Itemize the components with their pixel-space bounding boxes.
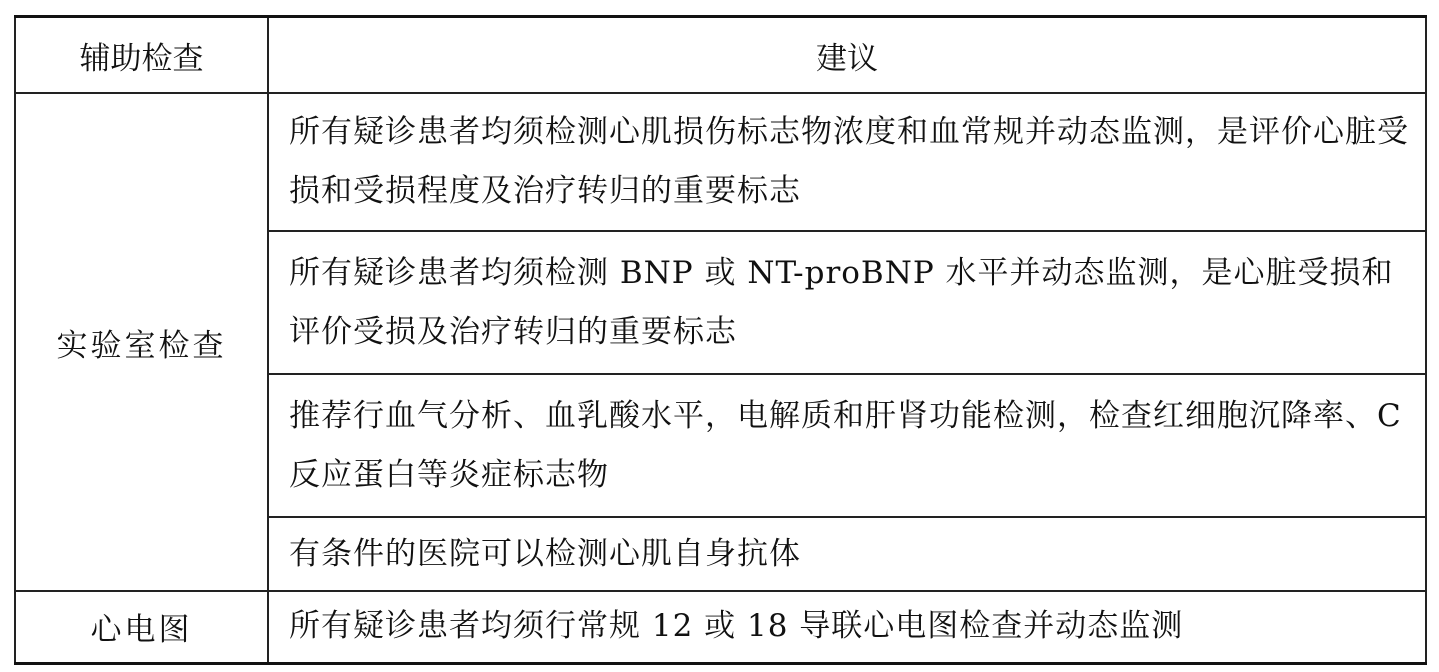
group-label-text: 心电图 (90, 612, 193, 649)
group-label-ecg (15, 591, 268, 663)
recommendation-cell: 推荐行血气分析、血乳酸水平，电解质和肝肾功能检测，检查红细胞沉降率、C 反应蛋白等炎症标志物 (268, 374, 1426, 517)
recommendation-cell: 有条件的医院可以检测心肌自身抗体 (268, 517, 1426, 591)
header-auxiliary-exam: 辅助检查 (15, 17, 268, 94)
table-row (15, 591, 1426, 663)
table-row (15, 93, 1426, 231)
recommendation-cell: 所有疑诊患者均须检测心肌损伤标志物浓度和血常规并动态监测，是评价心脏受损和受损程度及治疗转归的重要标志 (268, 93, 1426, 231)
group-label-lab-exam (15, 93, 268, 591)
recommendation-cell: 所有疑诊患者均须检测 BNP 或 NT-proBNP 水平并动态监测，是心脏受损和评价受损及治疗转归的重要标志 (268, 231, 1426, 374)
header-recommendation: 建议 (268, 17, 1426, 94)
group-label-text: 实验室检查 (56, 327, 227, 364)
recommendation-cell: 所有疑诊患者均须行常规 12 或 18 导联心电图检查并动态监测 (268, 591, 1426, 663)
recommendation-table (14, 15, 1427, 665)
table-header-row (15, 17, 1426, 94)
